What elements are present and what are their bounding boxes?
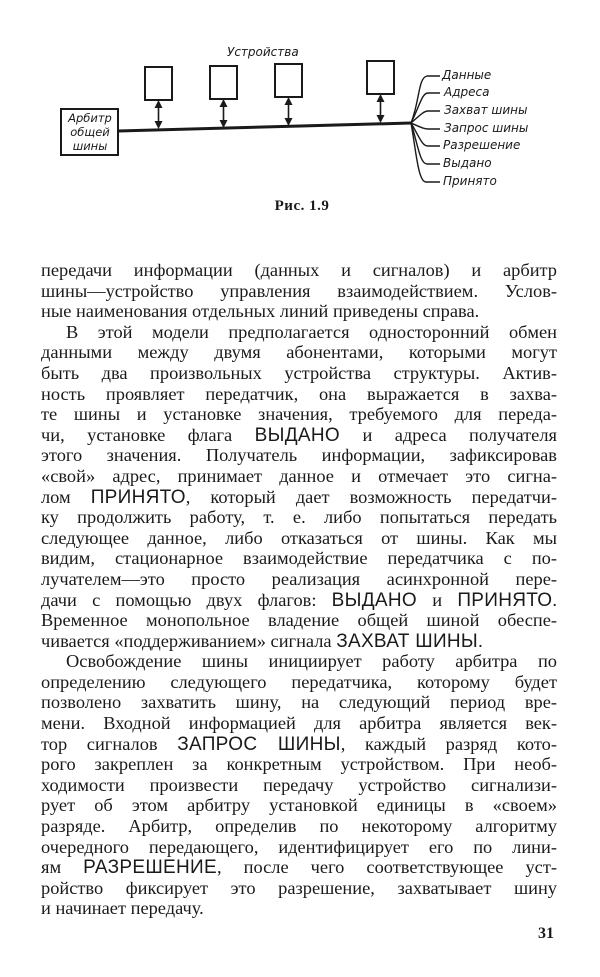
text-line: шины—устройство управления взаимодействием. Услов- [41,280,557,301]
text-line: Временное монопольное владение общей шиной обеспе- [41,610,557,631]
signal-name: РАЗРЕШЕНИЕ [83,857,217,879]
signal-name: ПРИНЯТО [90,486,186,508]
text-line: видим, стационарное взаимодействие передатчика с по- [41,548,557,569]
device-box-1 [145,67,172,100]
text-run: и адреса получателя [340,424,557,445]
text-run: чи, установке флага [41,424,255,445]
paragraph [41,651,557,919]
arbiter-label-line: общей [70,125,110,139]
text-run: дачи с помощью двух флагов: [41,589,332,610]
text-line: данными между двумя абонентами, которыми могут [41,342,557,363]
line-label-issued: Выдано [443,156,492,170]
signal-name: ПРИНЯТО [457,589,553,611]
figure-bus-diagram [0,0,600,230]
text-run: тор сигналов [41,733,178,754]
signal-name: ВЫДАНО [254,424,340,446]
text-line: этого значения. Получатель информации, зафиксировав [41,445,557,466]
text-line: «свой» адрес, принимает данное и отмечает это сигна- [41,465,557,486]
line-label-grant: Разрешение [443,138,521,152]
text-line: мени. Входной информацией для арбитра является век- [41,713,557,734]
line-label-data: Данные [442,68,492,82]
text-line: передачи информации (данных и сигналов) и арбитр [41,260,557,280]
signal-name: ЗАХВАТ ШИНЫ [336,630,479,652]
line-label-accepted: Принято [443,174,497,188]
text-line [41,857,557,878]
line-label-bus-request: Запрос шины [444,121,529,135]
text-line: рует об этом арбитру установкой единицы в «своем» [41,795,557,816]
text-line: ройство фиксирует это разрешение, захватывает шину [41,877,557,898]
text-line: ходимости произвести передачу устройство сигнализи- [41,774,557,795]
text-line: и начинает передачу. [41,898,204,919]
text-run: чивается «поддерживанием» сигнала [41,630,337,651]
signal-name: ВЫДАНО [331,589,418,611]
page-number: 31 [538,925,554,942]
text-run: , каждый разряд кото- [340,733,557,754]
device-box-2 [210,66,237,99]
text-run: лом [41,486,91,507]
signal-name: ЗАПРОС ШИНЫ [177,733,341,755]
text-line: лучателем—это просто реализация асинхронной пере- [41,568,557,589]
text-line: Освобождение шины инициирует работу арбитра по [66,651,557,672]
text-line: те шины и установке значения, требуемого для переда- [41,404,557,425]
text-run: и [417,589,458,610]
arbiter-label-line: шины [72,139,108,153]
arbiter-label-line: Арбитр [68,111,112,125]
figure-caption: Рис. 1.9 [274,198,330,214]
body-text [41,260,557,919]
text-line: быть два произвольных устройства структуры. Актив- [41,362,557,383]
text-line: рого закреплен за конкретным устройством. При необ- [41,754,557,775]
text-line: очередного передающего, идентифицирует его по лини- [41,836,557,857]
device-box-4 [367,61,394,94]
line-label-address: Адреса [444,85,490,99]
text-line: определению следующего передатчика, которому будет [41,671,557,692]
signal-fanout-lines [411,76,440,182]
text-run: . [478,630,483,651]
devices-label: Устройства [227,45,299,59]
text-line: ку продолжить работу, т. е. либо попытаться передать [41,507,557,528]
paragraph [41,260,557,322]
text-line [41,487,557,508]
device-box-3 [275,64,302,97]
text-run: , который дает возможность передатчи- [185,486,557,507]
text-line: разряде. Арбитр, определив по некоторому алгоритму [41,816,557,837]
arbiter-label [62,111,118,153]
text-run: , после чего соответствующее уст- [216,857,557,878]
text-line: В этой модели предполагается односторонний обмен [66,321,557,342]
text-run: . [552,589,557,610]
text-line: следующее данное, либо отказаться от шины. Как мы [41,527,557,548]
text-line [41,590,557,611]
line-label-bus-capture: Захват шины [444,103,528,117]
paragraph [41,322,557,652]
text-line: позволено захватить шину, на следующий период вре- [41,692,557,713]
bus-line [118,123,411,131]
text-run: ям [41,857,84,878]
text-line: ность проявляет передатчик, она выражается в захва- [41,383,557,404]
text-line: ные наименования отдельных линий приведены справа. [41,301,480,322]
text-line [41,734,557,755]
text-line [41,425,557,446]
text-line [41,631,557,652]
